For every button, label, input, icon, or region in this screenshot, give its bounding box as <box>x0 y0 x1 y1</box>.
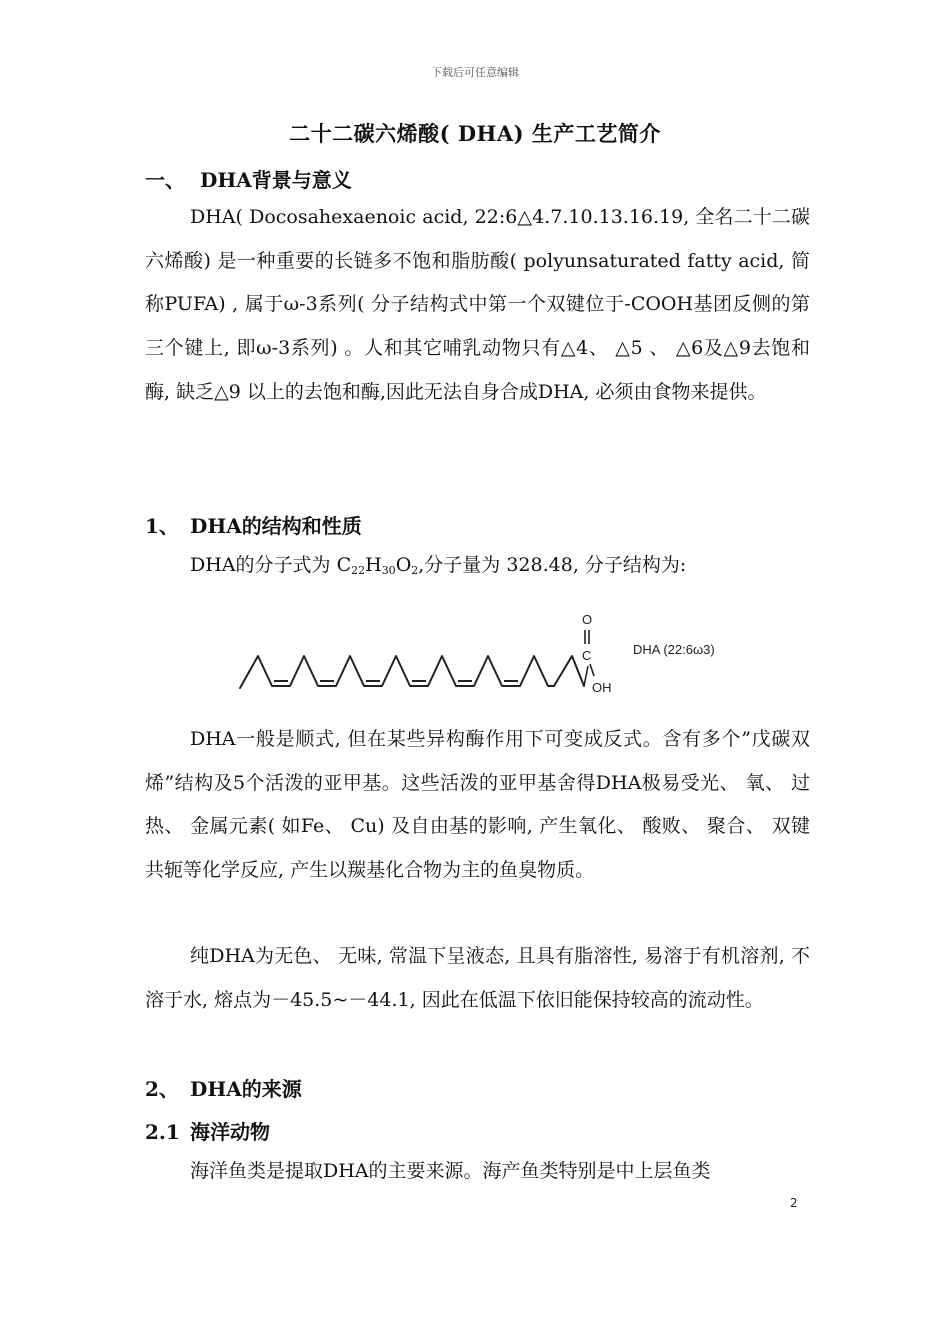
section-heading-2-1 <box>145 1116 270 1145</box>
formula-subscript: 22 <box>351 564 366 577</box>
section-heading-1 <box>145 164 352 193</box>
properties-paragraph: 纯DHA为无色、 无味, 常温下呈液态, 且具有脂溶性, 易溶于有机溶剂, 不溶于水, 熔点为－45.5~－44.1, 因此在低温下依旧能保持较高的流动性。 <box>145 945 810 1011</box>
formula-subscript: 2 <box>411 564 419 577</box>
section-title: DHA的来源 <box>190 1077 302 1101</box>
section-number: 1、 <box>145 514 179 538</box>
section-title: 海洋动物 <box>190 1120 270 1144</box>
section-heading-2 <box>145 1073 302 1102</box>
formula-prefix: DHA的分子式为 C <box>190 554 352 576</box>
header-note: 下载后可任意编辑 <box>431 66 519 79</box>
carbon-chain <box>240 656 584 688</box>
section-number: 2.1 <box>145 1120 180 1144</box>
background-paragraph: DHA( Docosahexaenoic acid, 22:6△4.7.10.13.16.19, 全名二十二碳六烯酸) 是一种重要的长链多不饱和脂肪酸( polyunsaturated fatty acid, 简称PUFA) , 属于ω-3系列( 分子结构式中第一个双键位于-COOH基团反侧的第三个键上, 即ω-3系列) 。人和其它哺乳动物只有△4、 △5 、 △6及△9去饱和酶, 缺乏△9 以上的去饱和酶,因此无法自身合成DHA, 必须由食物来提供。 <box>145 206 810 403</box>
section-title: DHA背景与意义 <box>200 168 352 192</box>
molecular-formula-line <box>190 550 686 586</box>
structure-label: DHA (22:6ω3) <box>633 642 715 657</box>
formula-suffix: ,分子量为 328.48, 分子结构为: <box>418 554 687 576</box>
section-title: DHA的结构和性质 <box>190 514 362 538</box>
dha-structure-diagram <box>238 604 738 704</box>
section-number: 一、 <box>145 168 185 192</box>
page-number: 2 <box>790 1196 798 1210</box>
section-heading-1-1 <box>145 510 362 539</box>
document-title: 二十二碳六烯酸( DHA) 生产工艺简介 <box>289 121 661 146</box>
marine-animals-paragraph: 海洋鱼类是提取DHA的主要来源。海产鱼类特别是中上层鱼类 <box>190 1160 711 1182</box>
oxygen-atom-label: O <box>582 612 593 627</box>
formula-element: H <box>365 554 382 576</box>
section-number: 2、 <box>145 1077 179 1101</box>
hydroxyl-label: OH <box>592 680 612 695</box>
carbon-atom-label: C <box>582 648 592 663</box>
formula-element: O <box>395 554 412 576</box>
structure-paragraph: DHA一般是顺式, 但在某些异构酶作用下可变成反式。含有多个”戊碳双烯”结构及5个活泼的亚甲基。这些活泼的亚甲基舍得DHA极易受光、 氧、 过热、 金属元素( 如Fe、 Cu) 及自由基的影响, 产生氧化、 酸败、 聚合、 双键共轭等化学反应, 产生以羰基化合物为主的鱼臭物质。 <box>145 728 810 882</box>
formula-subscript: 30 <box>381 564 396 577</box>
